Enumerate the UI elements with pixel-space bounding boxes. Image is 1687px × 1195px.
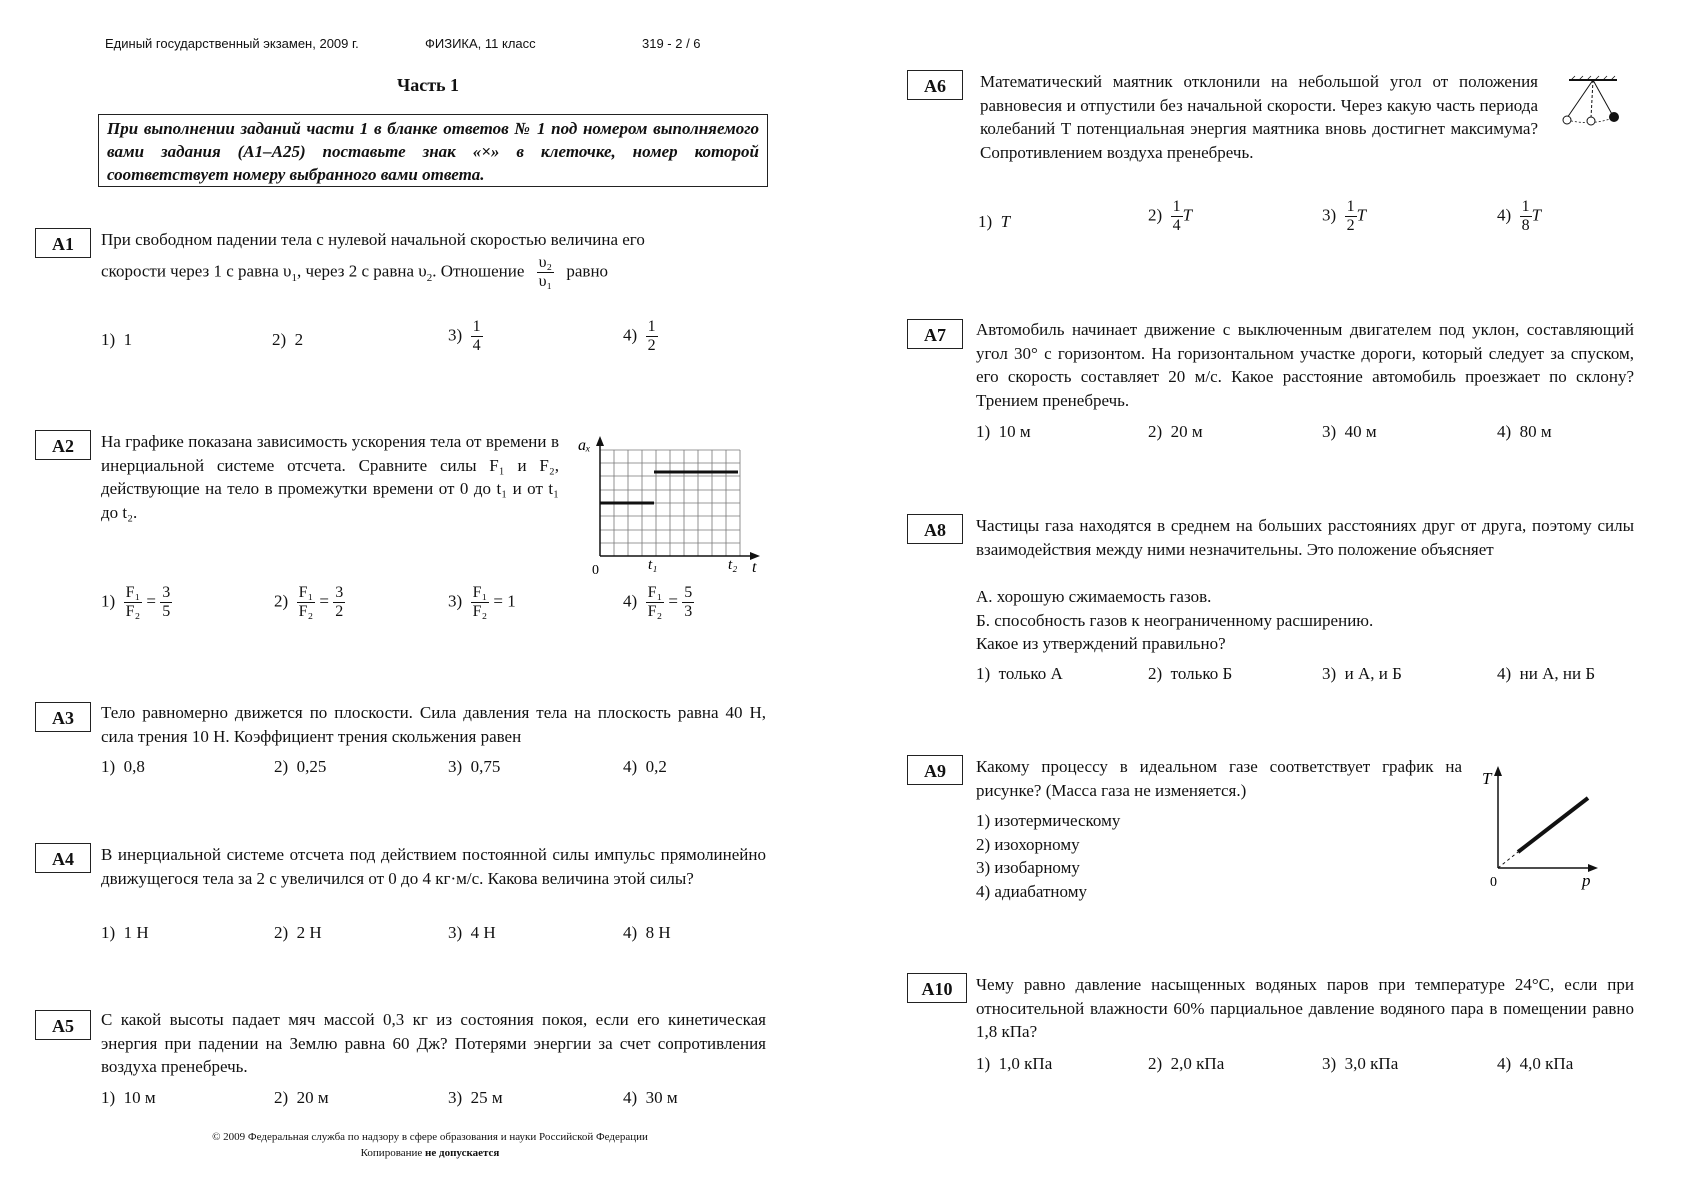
- header-exam: Единый государственный экзамен, 2009 г.: [105, 36, 359, 51]
- frac-num: 1: [647, 318, 656, 335]
- a9-graph-ylabel: T: [1482, 769, 1492, 788]
- ans-num: 1): [976, 1054, 991, 1073]
- ans-num: 1): [101, 591, 116, 611]
- a7-answer-4: [1497, 422, 1552, 442]
- frac-den: 2: [1346, 217, 1355, 234]
- a1-line2: [101, 254, 608, 291]
- a10-answer-2: [1148, 1054, 1224, 1074]
- a10-answer-4: [1497, 1054, 1573, 1074]
- ans-val: 2 Н: [296, 923, 322, 942]
- frac-den: 2: [647, 337, 656, 354]
- frac-den: F₂: [298, 603, 314, 620]
- a2-graph-t1: t₁: [648, 557, 658, 573]
- a4-answer-2: [274, 923, 322, 943]
- a1-t2f: равно: [566, 261, 609, 281]
- part-title: Часть 1: [397, 75, 460, 95]
- a1-ratio-den: υ₁: [538, 273, 553, 290]
- ans-val: 1 Н: [123, 923, 149, 942]
- header-code: 319 - 2 / 6: [642, 36, 701, 51]
- frac-num: 1: [1521, 198, 1530, 215]
- ans-val: 0,25: [296, 757, 327, 776]
- a4-answer-4: [623, 923, 671, 943]
- ans-num: 4): [1497, 1054, 1512, 1073]
- ans-num: 2): [274, 1088, 289, 1107]
- ans-num: 2): [1148, 664, 1163, 683]
- ans-num: 3): [448, 923, 463, 942]
- a1-t2e: . Отношение: [432, 261, 525, 281]
- question-label-a4: А4: [35, 843, 91, 873]
- ans-num: 3): [448, 1088, 463, 1107]
- frac-den: F₂: [125, 603, 141, 620]
- footer-prefix: Копирование: [360, 1147, 423, 1159]
- question-text-a8: Частицы газа находятся в среднем на больших расстояниях друг от друга, поэтому силы взаимодействия между ними незначительны. Это положение объясняет: [976, 516, 1634, 559]
- a1-answer-2: [272, 330, 303, 350]
- frac-num: F₁: [472, 584, 488, 601]
- a5-answer-3: [448, 1088, 503, 1108]
- a2-answer-4: [623, 584, 694, 621]
- ans-val: 3,0 кПа: [1344, 1054, 1399, 1073]
- ans-num: 1): [976, 664, 991, 683]
- a4-answer-3: [448, 923, 496, 943]
- frac-num: 1: [472, 318, 481, 335]
- question-label-a10: А10: [907, 973, 967, 1003]
- frac-den: 5: [162, 603, 171, 620]
- header-subject: ФИЗИКА, 11 класс: [425, 36, 536, 51]
- ans-num: 2): [1148, 1054, 1163, 1073]
- ans-val: 10 м: [123, 1088, 156, 1107]
- a7-answer-3: [1322, 422, 1377, 442]
- ans-val: 4 Н: [470, 923, 496, 942]
- a6-answer-2: [1148, 198, 1192, 235]
- ans-val: 1: [123, 330, 133, 349]
- ans-val: 2: [294, 330, 304, 349]
- ans-eq: =: [146, 591, 156, 611]
- a1-t2b: 1: [291, 271, 297, 284]
- frac-num: 3: [162, 584, 171, 601]
- ans-num: 4): [623, 325, 638, 345]
- ans-num: 3): [1322, 1054, 1337, 1073]
- ans-val: 25 м: [470, 1088, 503, 1107]
- a8-line-b: Б. способность газов к неограниченному расширению.: [976, 611, 1374, 630]
- question-text-a7: Автомобиль начинает движение с выключенным двигателем под уклон, составляющий угол 30° с горизонтом. На горизонтальном участке дороги, который следует за спуском, его скорость составляет 20 м/с. Какое расстояние автомобиль проезжает по склону? Трением пренебречь.: [976, 320, 1634, 410]
- a9-option-4: 4) адиабатному: [976, 882, 1087, 901]
- ans-suffix: T: [1531, 205, 1542, 225]
- ans-num: 4): [1497, 205, 1512, 225]
- a1-answer-3: [448, 318, 483, 355]
- ans-num: 2): [274, 923, 289, 942]
- a5-answer-4: [623, 1088, 678, 1108]
- question-label-a1: А1: [35, 228, 91, 258]
- footer-line2: [140, 1147, 720, 1159]
- ans-num: 1): [101, 1088, 116, 1107]
- ans-num: 2): [1148, 422, 1163, 441]
- question-text-a2: На графике показана зависимость ускорения тела от времени в инерциальной системе отсчета. Сравните силы F₁ и F₂, действующие на тело в промежутки времени от 0 до t₁ и от t₁ до t₂.: [101, 432, 559, 522]
- ans-eq: = 1: [493, 591, 516, 611]
- ans-suffix: T: [1356, 205, 1367, 225]
- a8-line-a: А. хорошую сжимаемость газов.: [976, 587, 1212, 606]
- a2-answer-1: [101, 584, 172, 621]
- a2-graph-ylabel: aₓ: [578, 437, 591, 454]
- ans-num: 2): [274, 757, 289, 776]
- a3-answer-1: [101, 757, 145, 777]
- ans-num: 3): [448, 325, 463, 345]
- question-text-a5: С какой высоты падает мяч массой 0,3 кг из состояния покоя, если его кинетическая энергия при падении на Землю равна 60 Дж? Потерями энергии за счет сопротивления воздуха пренебречь.: [101, 1010, 766, 1076]
- ans-num: 2): [274, 591, 289, 611]
- a7-answer-2: [1148, 422, 1203, 442]
- ans-num: 4): [623, 757, 638, 776]
- a7-answer-1: [976, 422, 1031, 442]
- ans-num: 1): [101, 757, 116, 776]
- question-text-a9: Какому процессу в идеальном газе соответствует график на рисунке? (Масса газа не изменяется.): [976, 757, 1462, 800]
- a6-answer-1: [978, 212, 1010, 232]
- a5-answer-2: [274, 1088, 329, 1108]
- ans-val: 1,0 кПа: [998, 1054, 1053, 1073]
- a5-answer-1: [101, 1088, 156, 1108]
- ans-eq: =: [668, 591, 678, 611]
- question-label-a5: А5: [35, 1010, 91, 1040]
- ans-val: только Б: [1170, 664, 1233, 683]
- ans-val: 0,2: [645, 757, 667, 776]
- ans-num: 1): [978, 212, 993, 231]
- ans-num: 2): [1148, 205, 1163, 225]
- question-label-a2: А2: [35, 430, 91, 460]
- frac-num: 1: [1346, 198, 1355, 215]
- ans-suffix: T: [1182, 205, 1193, 225]
- question-text-a4: В инерциальной системе отсчета под действием постоянной силы импульс прямолинейно движущегося тела за 2 с увеличился от 0 до 4 кг·м/с. Какова величина этой силы?: [101, 845, 766, 888]
- frac-den: 2: [335, 603, 344, 620]
- ans-val: 2,0 кПа: [1170, 1054, 1225, 1073]
- ans-val: 80 м: [1519, 422, 1552, 441]
- question-label-a3: А3: [35, 702, 91, 732]
- a8-answer-2: [1148, 664, 1232, 684]
- ans-val: 0,75: [470, 757, 501, 776]
- frac-den: F₂: [647, 603, 663, 620]
- question-label-a8: А8: [907, 514, 963, 544]
- a3-answer-2: [274, 757, 326, 777]
- frac-num: F₁: [298, 584, 314, 601]
- question-text-a3: Тело равномерно движется по плоскости. Сила давления тела на плоскость равна 40 Н, сила трения 10 Н. Коэффициент трения скольжения равен: [101, 703, 766, 746]
- ans-val: 4,0 кПа: [1519, 1054, 1574, 1073]
- a9-option-3: 3) изобарному: [976, 858, 1080, 877]
- a3-answer-3: [448, 757, 500, 777]
- frac-den: 8: [1521, 217, 1530, 234]
- ans-num: 1): [101, 923, 116, 942]
- a9-graph-origin: 0: [1490, 875, 1497, 890]
- a8-line-q: Какое из утверждений правильно?: [976, 634, 1226, 653]
- ans-val: T: [1000, 212, 1011, 231]
- a1-line1: При свободном падении тела с нулевой начальной скоростью величина его: [101, 230, 645, 249]
- question-text-a10: Чему равно давление насыщенных водяных паров при температуре 24°С, если при относительной влажности 60% парциальное давление водяного пара в помещении равно 1,8 кПа?: [976, 975, 1634, 1041]
- a2-graph-xlabel: t: [752, 559, 757, 576]
- a1-answer-1: [101, 330, 132, 350]
- ans-num: 3): [1322, 422, 1337, 441]
- ans-val: 40 м: [1344, 422, 1377, 441]
- ans-num: 2): [272, 330, 287, 349]
- a2-graph-origin: 0: [592, 563, 599, 576]
- a1-ratio-num: υ₂: [538, 254, 553, 271]
- ans-val: 20 м: [296, 1088, 329, 1107]
- footer-line1: © 2009 Федеральная служба по надзору в сфере образования и науки Российской Федерации: [212, 1131, 648, 1143]
- ans-val: только А: [998, 664, 1063, 683]
- footer-bold: не допускается: [425, 1147, 500, 1159]
- frac-den: 4: [472, 337, 481, 354]
- frac-den: F₂: [472, 603, 488, 620]
- ans-val: 20 м: [1170, 422, 1203, 441]
- a6-answer-3: [1322, 198, 1366, 235]
- ans-val: и А, и Б: [1344, 664, 1402, 683]
- frac-den: 4: [1172, 217, 1181, 234]
- question-text-a1: [101, 228, 766, 252]
- a2-answer-2: [274, 584, 345, 621]
- ans-num: 4): [623, 923, 638, 942]
- question-label-a6: А6: [907, 70, 963, 100]
- a9-option-1: 1) изотермическому: [976, 811, 1121, 830]
- pendulum-icon: [1555, 74, 1627, 130]
- ans-num: 3): [1322, 664, 1337, 683]
- frac-num: 5: [684, 584, 693, 601]
- question-label-a9: А9: [907, 755, 963, 785]
- a8-answer-4: [1497, 664, 1595, 684]
- question-text-a6: Математический маятник отклонили на небольшой угол от положения равновесия и отпустили без начальной скорости. Через какую часть периода колебаний T потенциальная энергия маятника вновь достигнет максимума? Сопротивлением воздуха пренебречь.: [980, 72, 1538, 162]
- ans-eq: =: [319, 591, 329, 611]
- question-label-a7: А7: [907, 319, 963, 349]
- a2-answer-3: [448, 584, 516, 621]
- frac-num: 3: [335, 584, 344, 601]
- ans-num: 4): [1497, 664, 1512, 683]
- frac-den: 3: [684, 603, 693, 620]
- a6-answer-4: [1497, 198, 1541, 235]
- ans-val: 8 Н: [645, 923, 671, 942]
- ans-val: ни А, ни Б: [1519, 664, 1596, 683]
- frac-num: 1: [1172, 198, 1181, 215]
- ans-num: 3): [1322, 205, 1337, 225]
- ans-num: 4): [623, 591, 638, 611]
- ans-val: 30 м: [645, 1088, 678, 1107]
- instruction-box: При выполнении заданий части 1 в бланке ответов № 1 под номером выполняемого вами задания (А1–А25) поставьте знак «×» в клеточке, номер которой соответствует номеру выбранного вами ответа.: [98, 114, 768, 187]
- a8-answer-3: [1322, 664, 1402, 684]
- a10-answer-1: [976, 1054, 1052, 1074]
- a9-option-2: 2) изохорному: [976, 835, 1080, 854]
- ans-val: 0,8: [123, 757, 145, 776]
- a9-graph-xlabel: p: [1582, 871, 1591, 890]
- ans-num: 4): [623, 1088, 638, 1107]
- a1-t2a: скорости через 1 с равна υ: [101, 261, 292, 281]
- ans-num: 1): [101, 330, 116, 349]
- ans-num: 1): [976, 422, 991, 441]
- a2-acceleration-graph: [572, 436, 767, 576]
- a1-t2d: 2: [426, 271, 433, 284]
- a8-answer-1: [976, 664, 1063, 684]
- a4-answer-1: [101, 923, 149, 943]
- a1-t2c: , через 2 с равна υ: [296, 261, 427, 281]
- frac-num: F₁: [125, 584, 141, 601]
- a10-answer-3: [1322, 1054, 1398, 1074]
- ans-val: 10 м: [998, 422, 1031, 441]
- ans-num: 4): [1497, 422, 1512, 441]
- ans-num: 3): [448, 757, 463, 776]
- a2-graph-t2: t₂: [728, 557, 738, 573]
- frac-num: F₁: [647, 584, 663, 601]
- a3-answer-4: [623, 757, 667, 777]
- ans-num: 3): [448, 591, 463, 611]
- a9-tp-graph: [1472, 764, 1607, 892]
- a1-answer-4: [623, 318, 658, 355]
